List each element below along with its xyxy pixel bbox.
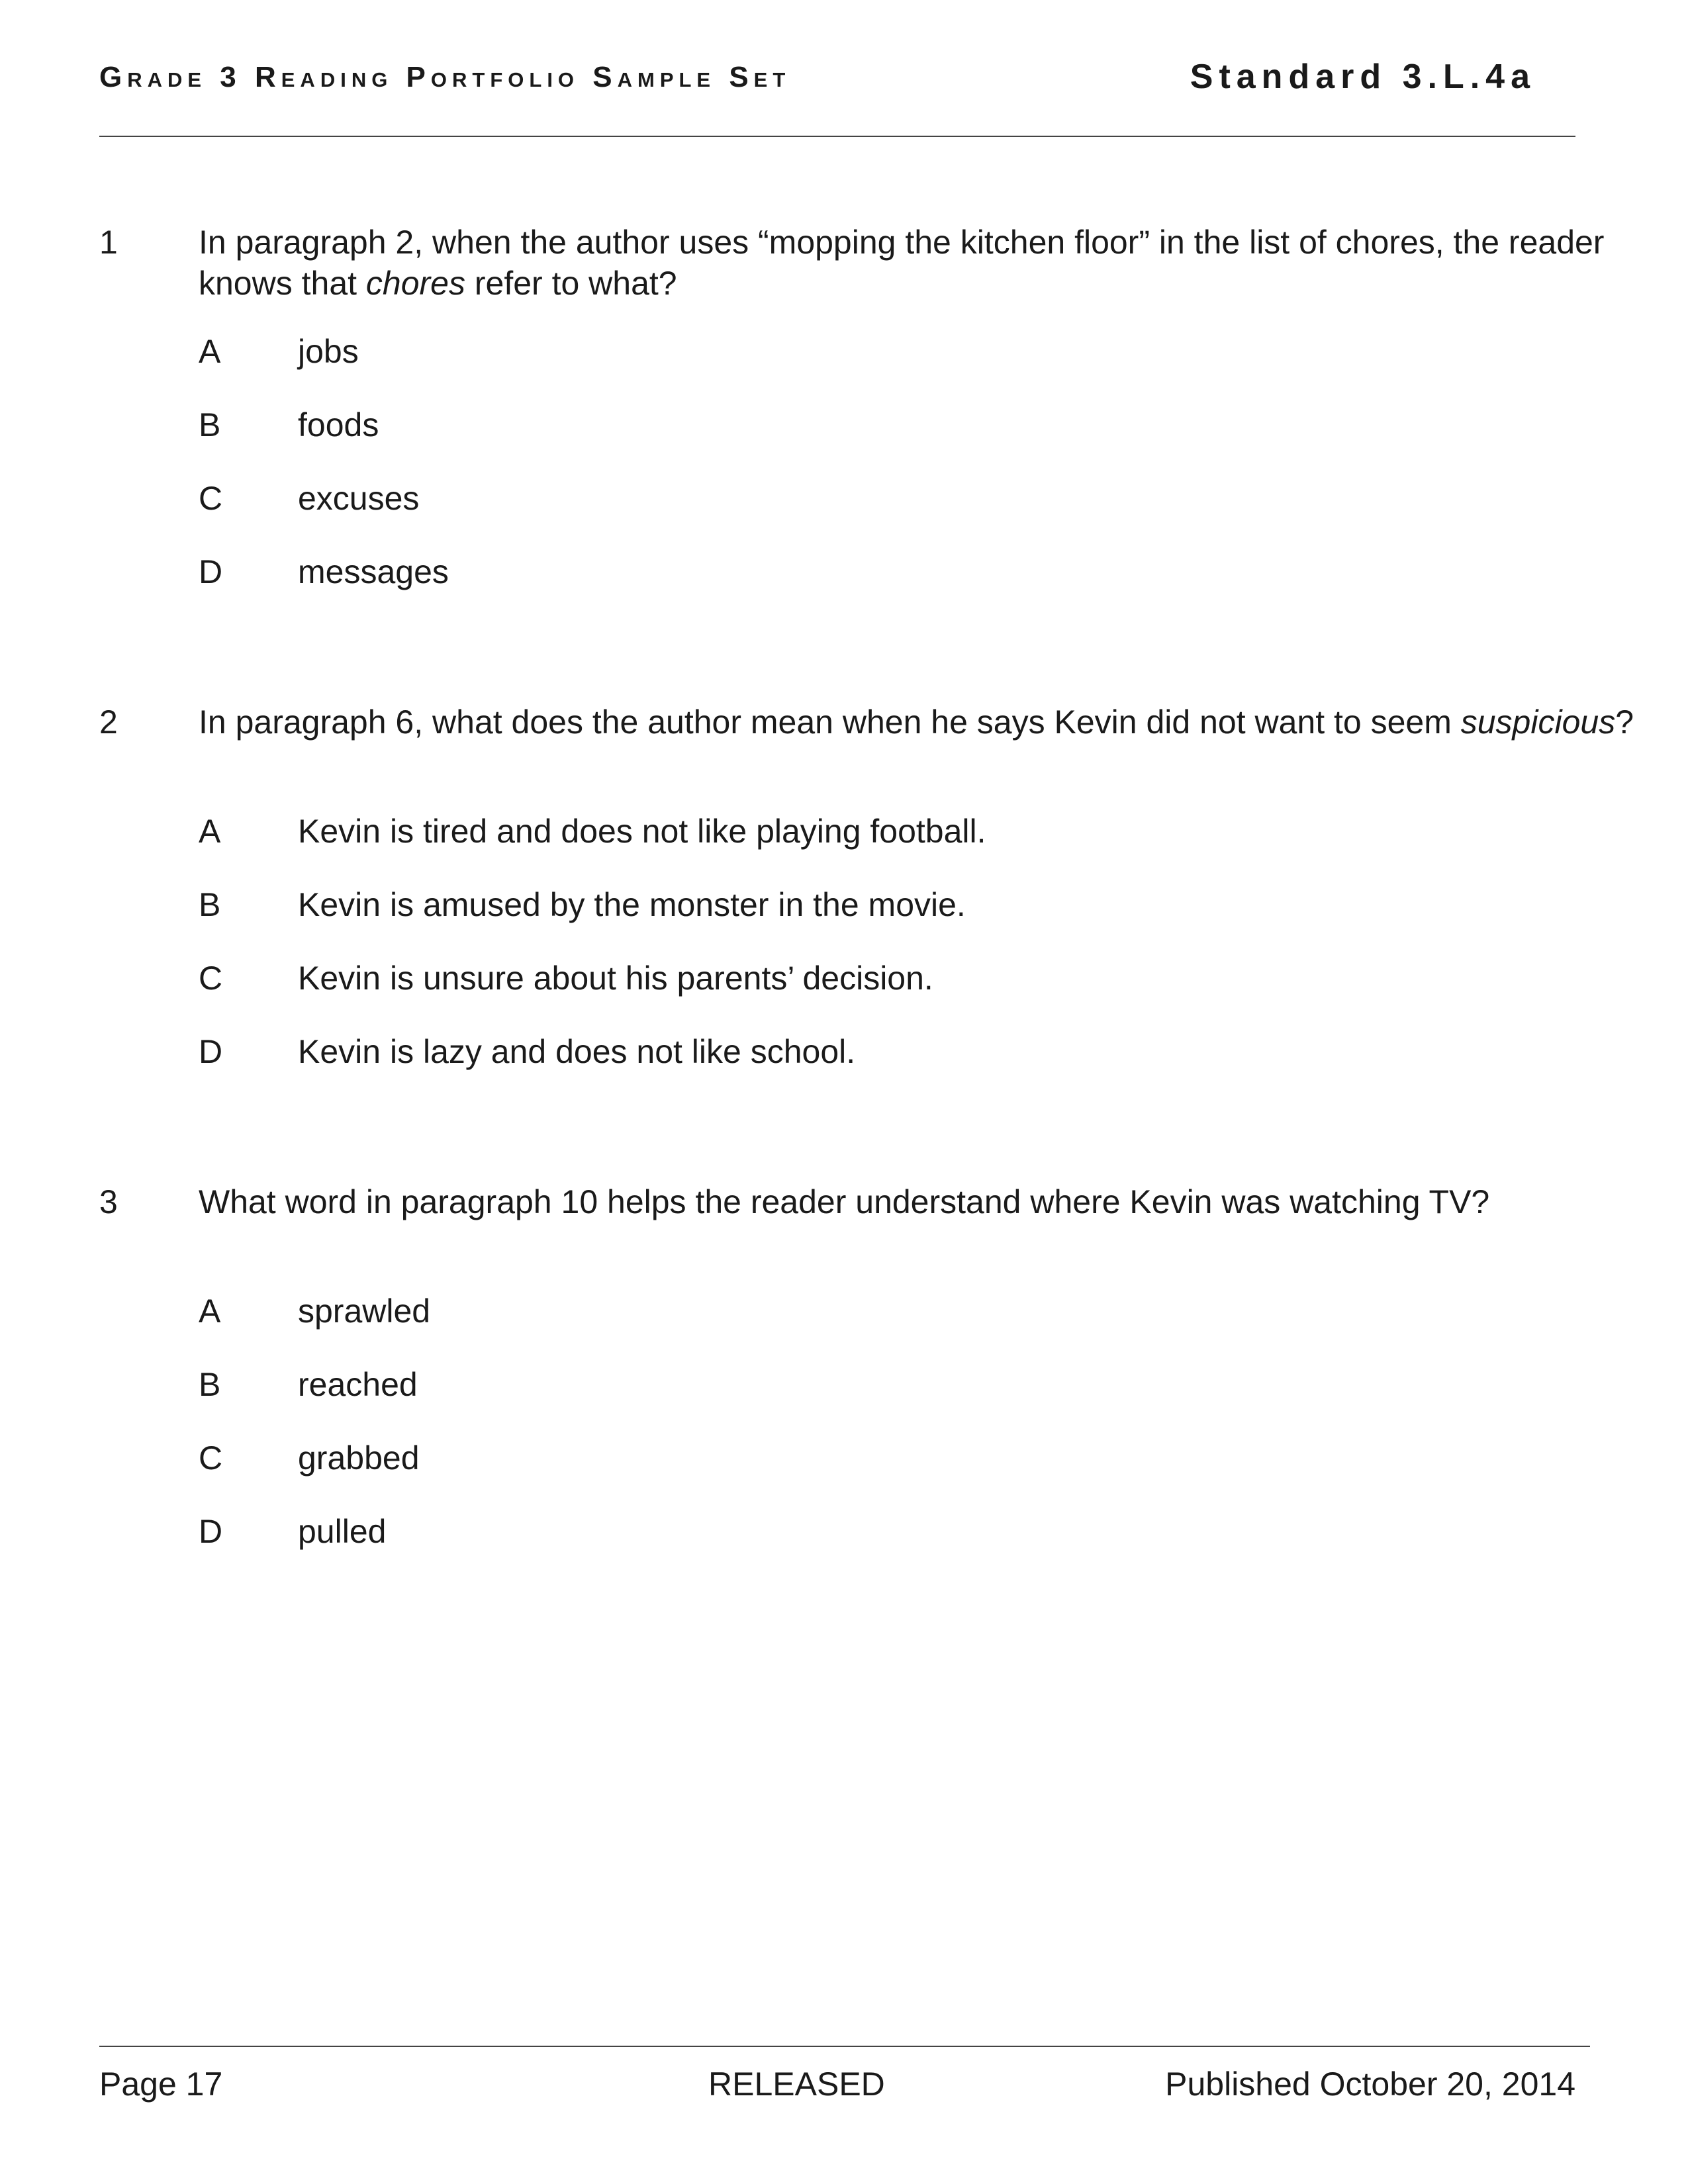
question-number: 1 [99, 224, 118, 261]
document-title: Grade 3 Reading Portfolio Sample Set [99, 61, 791, 93]
choice-letter: C [199, 960, 223, 997]
italic-term: suspicious [1460, 704, 1616, 741]
choice-letter: D [199, 553, 223, 590]
answer-choice[interactable] [199, 1364, 418, 1405]
page-number: Page 17 [99, 2066, 223, 2103]
choice-text: messages [298, 553, 449, 590]
choice-text: Kevin is tired and does not like playing football. [298, 813, 986, 850]
answer-choice[interactable] [199, 1291, 430, 1332]
footer-divider [99, 2046, 1590, 2047]
choice-letter: B [199, 886, 221, 923]
header-divider [99, 136, 1575, 137]
publish-date: Published October 20, 2014 [1165, 2066, 1575, 2103]
question-number: 2 [99, 704, 118, 741]
choice-text: Kevin is amused by the monster in the movie. [298, 886, 966, 923]
answer-choice[interactable] [199, 404, 379, 445]
choice-letter: B [199, 406, 221, 443]
question-number: 3 [99, 1183, 118, 1220]
answer-choice[interactable] [199, 1437, 420, 1479]
choice-letter: D [199, 1033, 223, 1070]
answer-choice[interactable] [199, 1511, 386, 1552]
choice-letter: A [199, 813, 221, 850]
answer-choice[interactable] [199, 1031, 855, 1072]
italic-term: chores [365, 265, 465, 302]
answer-choice[interactable] [199, 551, 449, 592]
choice-text: foods [298, 406, 379, 443]
answer-choice[interactable] [199, 811, 986, 852]
choice-text: Kevin is unsure about his parents’ decision. [298, 960, 933, 997]
question-stem: In paragraph 2, when the author uses “mopping the kitchen floor” in the list of chores, the reader knows that chores refer to what? [199, 224, 1605, 302]
choice-text: Kevin is lazy and does not like school. [298, 1033, 856, 1070]
choice-text: jobs [298, 333, 359, 370]
choice-text: excuses [298, 480, 420, 517]
choice-text: sprawled [298, 1293, 431, 1330]
answer-choice[interactable] [199, 958, 933, 999]
standard-label: Standard 3.L.4a [1190, 58, 1536, 96]
choice-letter: B [199, 1366, 221, 1403]
choice-letter: A [199, 1293, 221, 1330]
answer-choice[interactable] [199, 478, 419, 519]
choice-letter: C [199, 480, 223, 517]
question-stem: In paragraph 6, what does the author mean when he says Kevin did not want to seem suspicious? [199, 704, 1634, 741]
question-stem: What word in paragraph 10 helps the reader understand where Kevin was watching TV? [199, 1183, 1490, 1220]
choice-text: pulled [298, 1513, 387, 1550]
choice-text: grabbed [298, 1439, 420, 1477]
choice-text: reached [298, 1366, 418, 1403]
choice-letter: D [199, 1513, 223, 1550]
choice-letter: C [199, 1439, 223, 1477]
answer-choice[interactable] [199, 884, 966, 925]
choice-letter: A [199, 333, 221, 370]
release-status: RELEASED [708, 2066, 885, 2103]
answer-choice[interactable] [199, 331, 359, 372]
